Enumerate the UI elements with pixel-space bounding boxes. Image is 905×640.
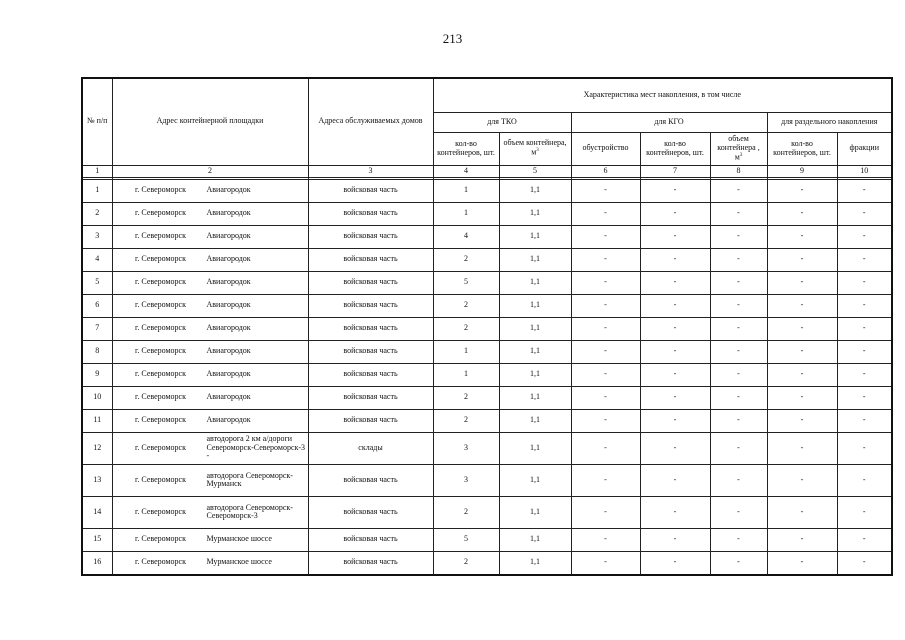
city-name: г. Североморск [135, 300, 186, 310]
row-number-cell: 2 [82, 202, 112, 225]
kgo-count-cell: - [640, 271, 710, 294]
city-name: г. Североморск [135, 369, 186, 379]
served-houses-cell: войсковая часть [308, 179, 433, 202]
sep-fraction-cell: - [837, 432, 892, 464]
site-address-cell [112, 317, 308, 340]
kgo-count-cell: - [640, 363, 710, 386]
served-houses-cell: войсковая часть [308, 496, 433, 528]
city-name: г. Североморск [135, 506, 186, 516]
served-houses-cell: войсковая часть [308, 464, 433, 496]
tko-count-cell: 3 [433, 432, 499, 464]
column-number: 2 [112, 165, 308, 177]
tko-volume-cell: 1,1 [499, 225, 571, 248]
kgo-count-cell: - [640, 432, 710, 464]
kgo-count-cell: - [640, 248, 710, 271]
served-houses-cell: войсковая часть [308, 271, 433, 294]
kgo-arrangement-cell: - [571, 432, 640, 464]
kgo-count-cell: - [640, 409, 710, 432]
kgo-count-cell: - [640, 179, 710, 202]
kgo-arrangement-cell: - [571, 409, 640, 432]
site-address-cell [112, 464, 308, 496]
tko-count-cell: 2 [433, 496, 499, 528]
sep-count-cell: - [767, 464, 837, 496]
header-tko: для ТКО [433, 112, 571, 132]
site-address-cell [112, 179, 308, 202]
sep-fraction-cell: - [837, 528, 892, 551]
sep-count-cell: - [767, 294, 837, 317]
table-row [82, 271, 892, 294]
street-name: Авиагородок [206, 346, 251, 356]
kgo-volume-cell: - [710, 202, 767, 225]
table-row [82, 386, 892, 409]
sep-count-cell: - [767, 409, 837, 432]
table-row [82, 317, 892, 340]
sep-count-cell: - [767, 432, 837, 464]
sep-fraction-cell: - [837, 340, 892, 363]
kgo-arrangement-cell: - [571, 496, 640, 528]
kgo-volume-cell: - [710, 271, 767, 294]
city-name: г. Североморск [135, 254, 186, 264]
tko-volume-cell: 1,1 [499, 496, 571, 528]
table-row [82, 248, 892, 271]
header-site-address: Адрес контейнерной площадки [112, 78, 308, 165]
sep-fraction-cell: - [837, 179, 892, 202]
tko-count-cell: 3 [433, 464, 499, 496]
column-number: 7 [640, 165, 710, 177]
kgo-volume-cell: - [710, 432, 767, 464]
row-number-cell: 14 [82, 496, 112, 528]
header-tko-count: кол-во контейнеров, шт. [433, 132, 499, 165]
kgo-volume-cell: - [710, 551, 767, 575]
kgo-volume-cell: - [710, 464, 767, 496]
tko-count-cell: 2 [433, 409, 499, 432]
tko-count-cell: 1 [433, 179, 499, 202]
site-address-cell [112, 409, 308, 432]
served-houses-cell: войсковая часть [308, 202, 433, 225]
city-name: г. Североморск [135, 346, 186, 356]
site-address-cell [112, 248, 308, 271]
column-number: 1 [82, 165, 112, 177]
site-address-cell [112, 271, 308, 294]
kgo-count-cell: - [640, 528, 710, 551]
kgo-count-cell: - [640, 202, 710, 225]
city-name: г. Североморск [135, 277, 186, 287]
street-name: Мурманское шоссе [206, 534, 272, 544]
kgo-volume-cell: - [710, 248, 767, 271]
tko-count-cell: 2 [433, 317, 499, 340]
street-name: Авиагородок [206, 185, 251, 195]
column-number: 8 [710, 165, 767, 177]
sep-fraction-cell: - [837, 551, 892, 575]
row-number-cell: 16 [82, 551, 112, 575]
sep-fraction-cell: - [837, 409, 892, 432]
header-tko-volume: объем контейнера, $м^3$ [499, 132, 571, 165]
kgo-count-cell: - [640, 340, 710, 363]
city-name: г. Североморск [135, 231, 186, 241]
city-name: г. Североморск [135, 208, 186, 218]
tko-volume-cell: 1,1 [499, 409, 571, 432]
tko-volume-cell: 1,1 [499, 248, 571, 271]
sep-count-cell: - [767, 225, 837, 248]
tko-volume-cell: 1,1 [499, 432, 571, 464]
served-houses-cell: войсковая часть [308, 409, 433, 432]
table-row [82, 409, 892, 432]
tko-volume-cell: 1,1 [499, 202, 571, 225]
sep-count-cell: - [767, 386, 837, 409]
table-row [82, 294, 892, 317]
sep-count-cell: - [767, 179, 837, 202]
row-number-cell: 12 [82, 432, 112, 464]
served-houses-cell: войсковая часть [308, 317, 433, 340]
street-name: Авиагородок [206, 208, 251, 218]
table-row [82, 225, 892, 248]
tko-count-cell: 1 [433, 202, 499, 225]
header-sep-fraction: фракции [837, 132, 892, 165]
site-address-cell [112, 432, 308, 464]
served-houses-cell: склады [308, 432, 433, 464]
site-address-cell [112, 340, 308, 363]
column-number: 10 [837, 165, 892, 177]
sep-count-cell: - [767, 363, 837, 386]
kgo-arrangement-cell: - [571, 386, 640, 409]
row-number-cell: 13 [82, 464, 112, 496]
table-row [82, 363, 892, 386]
kgo-arrangement-cell: - [571, 340, 640, 363]
site-address-cell [112, 294, 308, 317]
kgo-arrangement-cell: - [571, 202, 640, 225]
served-houses-cell: войсковая часть [308, 363, 433, 386]
kgo-count-cell: - [640, 496, 710, 528]
header-characteristics: Характеристика мест накопления, в том числе [433, 78, 892, 112]
row-number-cell: 11 [82, 409, 112, 432]
served-houses-cell: войсковая часть [308, 225, 433, 248]
sep-fraction-cell: - [837, 386, 892, 409]
container-sites-table [81, 77, 893, 576]
kgo-arrangement-cell: - [571, 179, 640, 202]
sep-count-cell: - [767, 496, 837, 528]
header-kgo: для КГО [571, 112, 767, 132]
row-number-cell: 15 [82, 528, 112, 551]
table-row [82, 179, 892, 202]
kgo-arrangement-cell: - [571, 225, 640, 248]
street-name: Авиагородок [206, 300, 251, 310]
kgo-volume-cell: - [710, 528, 767, 551]
sep-fraction-cell: - [837, 464, 892, 496]
sep-count-cell: - [767, 317, 837, 340]
kgo-count-cell: - [640, 317, 710, 340]
column-number: 3 [308, 165, 433, 177]
street-name: Авиагородок [206, 231, 251, 241]
street-name: Мурманское шоссе [206, 557, 272, 567]
column-number: 6 [571, 165, 640, 177]
kgo-count-cell: - [640, 294, 710, 317]
sep-count-cell: - [767, 528, 837, 551]
table-row [82, 551, 892, 575]
served-houses-cell: войсковая часть [308, 528, 433, 551]
street-name: Авиагородок [206, 277, 251, 287]
tko-count-cell: 5 [433, 271, 499, 294]
tko-volume-cell: 1,1 [499, 340, 571, 363]
sep-fraction-cell: - [837, 496, 892, 528]
header-kgo-volume: объем контейнера , $м^3$ [710, 132, 767, 165]
site-address-cell [112, 225, 308, 248]
served-houses-cell: войсковая часть [308, 294, 433, 317]
tko-count-cell: 2 [433, 294, 499, 317]
column-number-row [82, 165, 892, 177]
tko-volume-cell: 1,1 [499, 294, 571, 317]
city-name: г. Североморск [135, 392, 186, 402]
city-name: г. Североморск [135, 323, 186, 333]
sep-fraction-cell: - [837, 248, 892, 271]
tko-count-cell: 2 [433, 386, 499, 409]
kgo-volume-cell: - [710, 317, 767, 340]
street-name: Авиагородок [206, 254, 251, 264]
sep-count-cell: - [767, 202, 837, 225]
kgo-volume-cell: - [710, 363, 767, 386]
row-number-cell: 1 [82, 179, 112, 202]
site-address-cell [112, 528, 308, 551]
kgo-volume-cell: - [710, 225, 767, 248]
table-row [82, 432, 892, 464]
kgo-volume-cell: - [710, 386, 767, 409]
row-number-cell: 9 [82, 363, 112, 386]
tko-volume-cell: 1,1 [499, 528, 571, 551]
kgo-arrangement-cell: - [571, 464, 640, 496]
kgo-volume-cell: - [710, 496, 767, 528]
tko-count-cell: 1 [433, 363, 499, 386]
kgo-arrangement-cell: - [571, 551, 640, 575]
column-number: 9 [767, 165, 837, 177]
sep-fraction-cell: - [837, 202, 892, 225]
city-name: г. Североморск [135, 442, 186, 452]
column-number: 5 [499, 165, 571, 177]
city-name: г. Североморск [135, 557, 186, 567]
sep-count-cell: - [767, 340, 837, 363]
site-address-cell [112, 363, 308, 386]
street-name: автодорога Североморск-Североморск-3 [206, 502, 293, 520]
tko-volume-cell: 1,1 [499, 464, 571, 496]
tko-volume-cell: 1,1 [499, 317, 571, 340]
row-number-cell: 6 [82, 294, 112, 317]
sep-fraction-cell: - [837, 225, 892, 248]
tko-volume-cell: 1,1 [499, 386, 571, 409]
city-name: г. Североморск [135, 185, 186, 195]
table-row [82, 202, 892, 225]
kgo-count-cell: - [640, 225, 710, 248]
tko-volume-cell: 1,1 [499, 551, 571, 575]
kgo-count-cell: - [640, 464, 710, 496]
sep-count-cell: - [767, 248, 837, 271]
kgo-arrangement-cell: - [571, 271, 640, 294]
served-houses-cell: войсковая часть [308, 248, 433, 271]
site-address-cell [112, 551, 308, 575]
sep-fraction-cell: - [837, 271, 892, 294]
row-number-cell: 10 [82, 386, 112, 409]
sep-count-cell: - [767, 271, 837, 294]
site-address-cell [112, 202, 308, 225]
kgo-volume-cell: - [710, 294, 767, 317]
tko-count-cell: 2 [433, 551, 499, 575]
tko-count-cell: 1 [433, 340, 499, 363]
kgo-volume-cell: - [710, 340, 767, 363]
served-houses-cell: войсковая часть [308, 386, 433, 409]
served-houses-cell: войсковая часть [308, 340, 433, 363]
sep-fraction-cell: - [837, 294, 892, 317]
row-number-cell: 4 [82, 248, 112, 271]
served-houses-cell: войсковая часть [308, 551, 433, 575]
header-served-houses: Адреса обслуживаемых домов [308, 78, 433, 165]
header-num: № п/п [82, 78, 112, 165]
sep-count-cell: - [767, 551, 837, 575]
site-address-cell [112, 496, 308, 528]
tko-count-cell: 5 [433, 528, 499, 551]
kgo-arrangement-cell: - [571, 528, 640, 551]
table-row [82, 464, 892, 496]
tko-volume-cell: 1,1 [499, 271, 571, 294]
city-name: г. Североморск [135, 534, 186, 544]
kgo-volume-cell: - [710, 409, 767, 432]
header-kgo-arrangement: обустройство [571, 132, 640, 165]
kgo-volume-cell: - [710, 179, 767, 202]
sep-fraction-cell: - [837, 363, 892, 386]
tko-count-cell: 2 [433, 248, 499, 271]
street-name: Авиагородок [206, 369, 251, 379]
header-kgo-count: кол-во контейнеров, шт. [640, 132, 710, 165]
header-sep-count: кол-во контейнеров, шт. [767, 132, 837, 165]
page-number: 213 [442, 31, 463, 46]
kgo-arrangement-cell: - [571, 294, 640, 317]
kgo-arrangement-cell: - [571, 363, 640, 386]
tko-volume-cell: 1,1 [499, 179, 571, 202]
row-number-cell: 3 [82, 225, 112, 248]
kgo-arrangement-cell: - [571, 248, 640, 271]
street-name: Авиагородок [206, 415, 251, 425]
tko-count-cell: 4 [433, 225, 499, 248]
header-separate: для раздельного накопления [767, 112, 892, 132]
row-number-cell: 5 [82, 271, 112, 294]
table-row [82, 496, 892, 528]
kgo-count-cell: - [640, 386, 710, 409]
table-body [82, 177, 892, 575]
street-name: Авиагородок [206, 392, 251, 402]
table-row [82, 340, 892, 363]
kgo-count-cell: - [640, 551, 710, 575]
street-name: автодорога 2 км а/дороги Североморск-Североморск-3 - [206, 434, 306, 461]
column-number: 4 [433, 165, 499, 177]
city-name: г. Североморск [135, 415, 186, 425]
row-number-cell: 7 [82, 317, 112, 340]
city-name: г. Североморск [135, 474, 186, 484]
row-number-cell: 8 [82, 340, 112, 363]
street-name: Авиагородок [206, 323, 251, 333]
kgo-arrangement-cell: - [571, 317, 640, 340]
tko-volume-cell: 1,1 [499, 363, 571, 386]
sep-fraction-cell: - [837, 317, 892, 340]
site-address-cell [112, 386, 308, 409]
street-name: автодорога Североморск-Мурманск [206, 470, 293, 488]
table-row [82, 528, 892, 551]
